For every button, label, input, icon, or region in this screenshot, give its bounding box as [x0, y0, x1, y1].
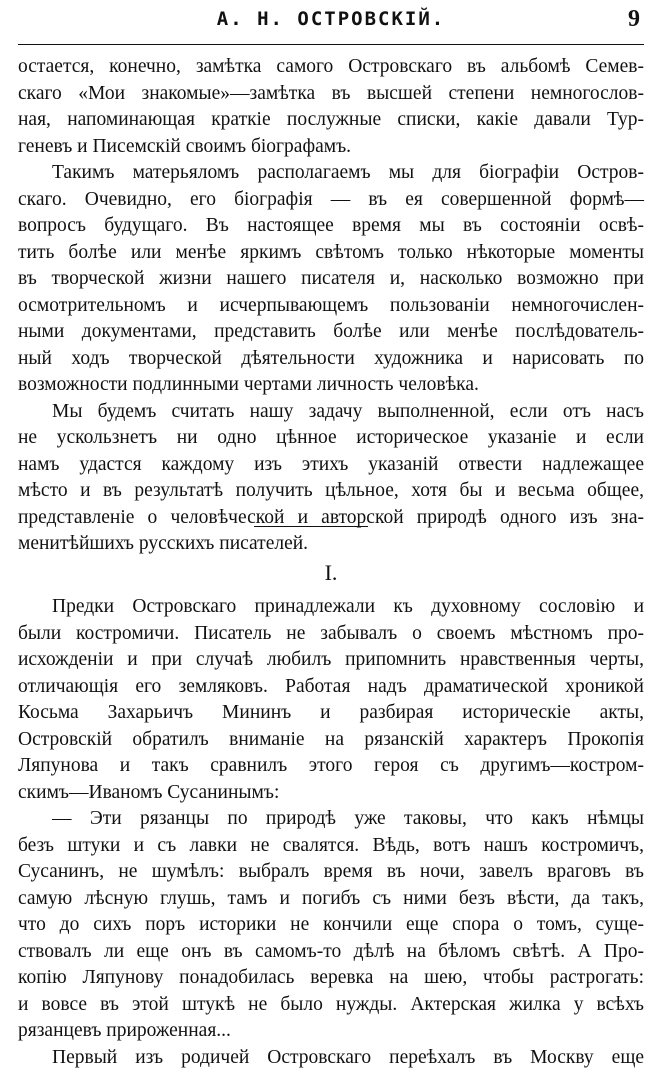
text-line: что до сихъ поръ историки не кончили еще спора о томъ, суще-	[18, 912, 644, 939]
text-line: Ляпунова и такъ сравнилъ этого героя съ другимъ—костром-	[18, 753, 644, 780]
intro-text	[18, 54, 644, 558]
text-line: отличающія его земляковъ. Работая надъ драматической хроникой	[18, 674, 644, 701]
section-heading: I.	[18, 560, 644, 586]
text-line: исхожденіи и при случаѣ любилъ припомнить нравственныя черты,	[18, 647, 644, 674]
page-number: 9	[628, 6, 640, 33]
text-line: мѣсто и въ результатѣ получить цѣльное, хотя бы и весьма общее,	[18, 478, 644, 505]
text-line: геневъ и Писемскій своимъ біографамъ.	[18, 134, 644, 161]
text-line: самую лѣсную глушь, тамъ и погибъ съ ними безъ вѣсти, да такъ,	[18, 886, 644, 913]
text-line: Предки Островскаго принадлежали къ духовному сословію и	[18, 594, 644, 621]
text-line: скаго. Очевидно, его біографія — въ ея совершенной формѣ—	[18, 187, 644, 214]
text-line: ный ходъ творческой дѣятельности художника и нарисовать по	[18, 346, 644, 373]
text-line: остается, конечно, замѣтка самого Островскаго въ альбомѣ Семев-	[18, 54, 644, 81]
text-line: менитѣйшихъ русскихъ писателей.	[18, 531, 644, 558]
text-line: копію Ляпунову понадобилась веревка на шею, чтобы растрогать:	[18, 965, 644, 992]
text-line: Такимъ матерьяломъ располагаемъ мы для біографіи Остров-	[18, 160, 644, 187]
text-line: возможности подлинными чертами личность человѣка.	[18, 372, 644, 399]
text-line: скимъ—Иваномъ Сусанинымъ:	[18, 780, 644, 807]
text-line: — Эти рязанцы по природѣ уже таковы, что какъ нѣмцы	[18, 806, 644, 833]
text-line: были костромичи. Писатель не забывалъ о своемъ мѣстномъ про-	[18, 621, 644, 648]
text-line: Мы будемъ считать нашу задачу выполненной, если отъ насъ	[18, 399, 644, 426]
text-line: ными документами, представить болѣе или менѣе послѣдователь-	[18, 319, 644, 346]
running-head: А. Н. ОСТРОВСКІЙ.	[18, 8, 644, 30]
text-line: безъ штуки и съ лавки не свалятся. Вѣдь, вотъ нашъ костромичъ,	[18, 833, 644, 860]
text-line: осмотрительномъ и исчерпывающемъ пользованіи немногочислен-	[18, 293, 644, 320]
page-header	[18, 4, 644, 45]
text-line: въ творческой жизни нашего писателя и, насколько возможно при	[18, 266, 644, 293]
section-one-text	[18, 594, 644, 1071]
text-line: тить болѣе или менѣе яркимъ свѣтомъ только нѣкоторые моменты	[18, 240, 644, 267]
text-line: скаго «Мои знакомые»—замѣтка въ высшей степени немногослов-	[18, 81, 644, 108]
text-line: вопросъ будущаго. Въ настоящее время мы въ состояніи освѣ-	[18, 213, 644, 240]
text-line: и вовсе въ этой штукѣ не было нужды. Актерская жилка у всѣхъ	[18, 992, 644, 1019]
section-divider	[254, 526, 368, 527]
text-line: ная, напоминающая краткіе послужные списки, какіе давали Тур-	[18, 107, 644, 134]
text-line: ствовалъ ли еще онъ въ самомъ-то дѣлѣ на бѣломъ свѣтѣ. А Про-	[18, 939, 644, 966]
text-line: Сусанинъ, не шумѣлъ: выбралъ время въ ночи, завелъ враговъ въ	[18, 859, 644, 886]
text-line: не ускользнетъ ни одно цѣнное историческое указаніе и если	[18, 425, 644, 452]
text-line: намъ удастся каждому изъ этихъ указаній отвести надлежащее	[18, 452, 644, 479]
text-line: представленіе о человѣческой и авторской природѣ одного изъ зна-	[18, 505, 644, 532]
text-line: рязанцевъ прироженная...	[18, 1018, 644, 1045]
text-line: Островскій обратилъ вниманіе на рязанскій характеръ Прокопія	[18, 727, 644, 754]
text-line: Первый изъ родичей Островскаго переѣхалъ въ Москву еще	[18, 1045, 644, 1071]
text-line: Косьма Захарьичъ Мининъ и разбирая историческіе акты,	[18, 700, 644, 727]
